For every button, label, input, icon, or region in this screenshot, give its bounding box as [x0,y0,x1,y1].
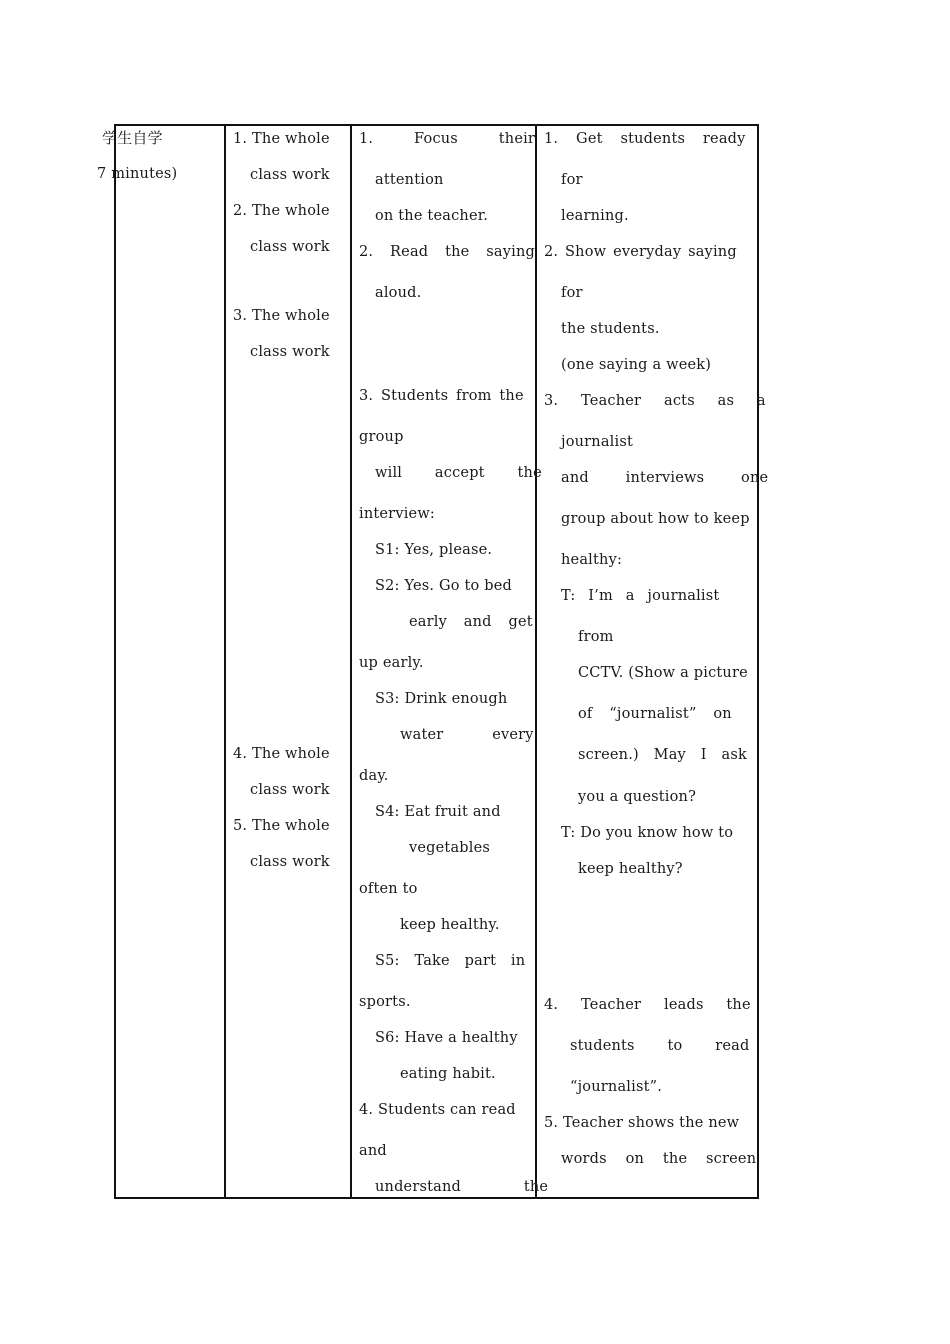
teacher-activity-line: group about how to keep [561,511,750,527]
teacher-activity-line: screen.) May I ask [578,747,747,763]
student-activity-line: and [359,1143,387,1159]
teacher-activity-line: 3. Teacher acts as a [544,393,766,409]
student-activity-line: often to [359,881,418,897]
teacher-activity-line: from [578,629,614,645]
student-activity-line: 3. Students from the [359,388,524,404]
organisation-item: 2. The whole [233,203,330,219]
organisation-item: class work [250,344,330,360]
organisation-item: 3. The whole [233,308,330,324]
student-activity-line: up early. [359,655,424,671]
student-activity-line: S6: Have a healthy [375,1030,518,1046]
student-activity-line: S1: Yes, please. [375,542,493,558]
teacher-activity-line: (one saying a week) [561,357,712,373]
student-activity-line: understand the [375,1179,549,1195]
student-activity-line: interview: [359,506,436,522]
stage-minutes: 7 minutes) [97,166,178,182]
organisation-item: 5. The whole [233,818,330,834]
student-activity-line: attention [375,172,444,188]
teacher-activity-line: for [561,285,583,301]
student-activity-line: sports. [359,994,411,1010]
teacher-activity-line: of “journalist” on [578,706,732,722]
teacher-activity-line: 2. Show everyday saying [544,244,737,260]
teacher-activity-line: learning. [561,208,629,224]
organisation-item: 4. The whole [233,746,330,762]
student-activity-line: will accept the [375,465,542,481]
teacher-activity-line: and interviews one [561,470,769,486]
teacher-activity-line: T: Do you know how to [561,825,734,841]
student-activity-line: early and get [409,614,533,630]
student-activity-line: 2. Read the saying [359,244,535,260]
column-divider [535,124,537,1199]
student-activity-line: 4. Students can read [359,1102,516,1118]
student-activity-line: group [359,429,404,445]
teacher-activity-line: CCTV. (Show a picture [578,665,748,681]
teacher-activity-line: T: I’m a journalist [561,588,720,604]
column-divider [350,124,352,1199]
organisation-item: 1. The whole [233,131,330,147]
student-activity-line: S5: Take part in [375,953,526,969]
student-activity-line: day. [359,768,389,784]
teacher-activity-line: 1. Get students ready [544,131,746,147]
organisation-item: class work [250,854,330,870]
organisation-item: class work [250,782,330,798]
column-divider [224,124,226,1199]
student-activity-line: eating habit. [400,1066,496,1082]
student-activity-line: 1. Focus their [359,131,536,147]
student-activity-line: S3: Drink enough [375,691,508,707]
teacher-activity-line: “journalist”. [570,1079,663,1095]
teacher-activity-line: healthy: [561,552,623,568]
teacher-activity-line: 4. Teacher leads the [544,997,751,1013]
teacher-activity-line: for [561,172,583,188]
student-activity-line: on the teacher. [375,208,489,224]
teacher-activity-line: words on the screen [561,1151,757,1167]
student-activity-line: S4: Eat fruit and [375,804,501,820]
organisation-item: class work [250,239,330,255]
student-activity-line: vegetables [409,840,491,856]
student-activity-line: water every [400,727,534,743]
student-activity-line: aloud. [375,285,422,301]
teacher-activity-line: journalist [561,434,634,450]
teacher-activity-line: keep healthy? [578,861,683,877]
organisation-item: class work [250,167,330,183]
student-activity-line: keep healthy. [400,917,500,933]
teacher-activity-line: the students. [561,321,660,337]
stage-title: 学生自学 [102,129,163,147]
student-activity-line: S2: Yes. Go to bed [375,578,513,594]
teacher-activity-line: you a question? [578,789,697,805]
teacher-activity-line: students to read [570,1038,750,1054]
teacher-activity-line: 5. Teacher shows the new [544,1115,740,1131]
